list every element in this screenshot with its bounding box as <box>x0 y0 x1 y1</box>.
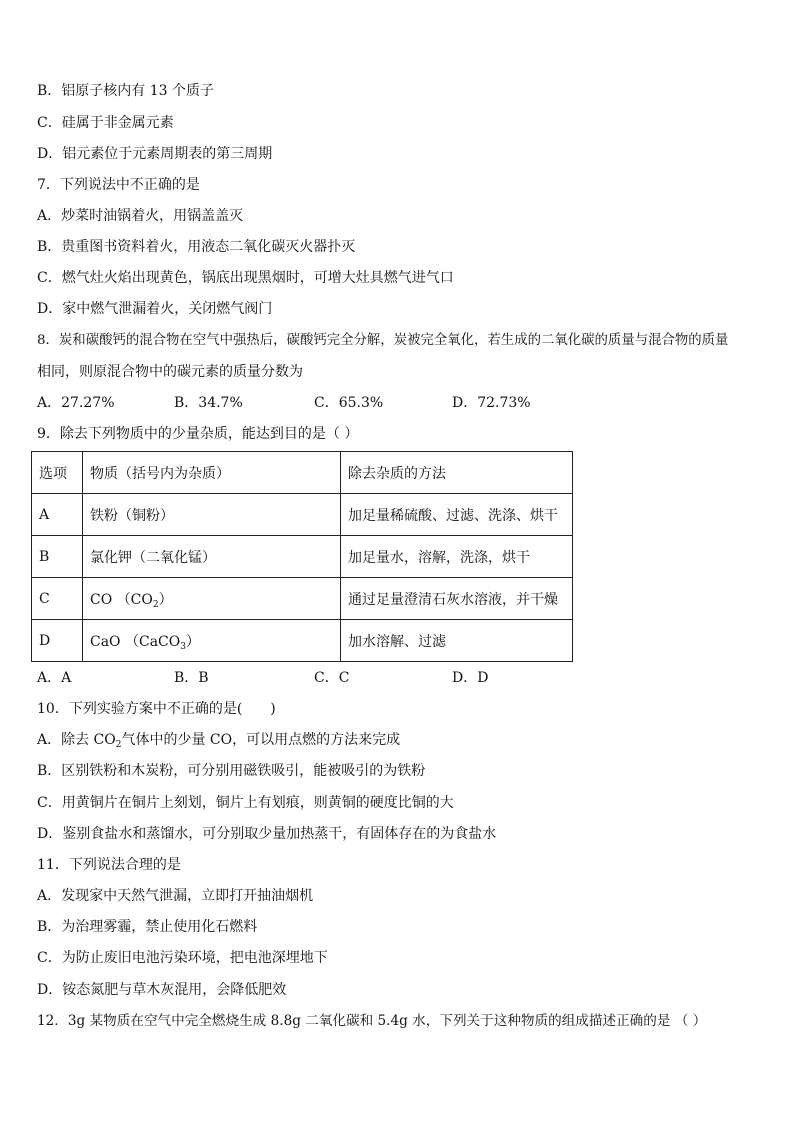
table-row <box>32 536 573 578</box>
row-substance: 铁粉（铜粉） <box>83 494 341 536</box>
q8-option-b: B．34.7% <box>174 395 243 411</box>
substance-text: CO （CO <box>90 591 153 608</box>
q7-option-c: C．燃气灶火焰出现黄色，锅底出现黑烟时，可增大灶具燃气进气口 <box>37 270 454 286</box>
row-substance <box>83 620 341 662</box>
q9-stem: 9．除去下列物质中的少量杂质，能达到目的是（ ） <box>37 426 359 442</box>
table-header-row <box>32 452 573 494</box>
q7-option-b: B．贵重图书资料着火，用液态二氧化碳灭火器扑灭 <box>37 239 356 255</box>
q10-stem: 10．下列实验方案中不正确的是( ) <box>37 701 276 717</box>
q6-option-b: B．铝原子核内有 13 个质子 <box>37 83 215 99</box>
subscript: 2 <box>115 740 122 750</box>
row-substance: 氯化钾（二氧化锰） <box>83 536 341 578</box>
q9-option-a: A．A <box>37 670 72 686</box>
q12-stem: 12．3g 某物质在空气中完全燃烧生成 8.8g 二氧化碳和 5.4g 水，下列关于这种物质的组成描述正确的是 （ ） <box>37 1013 707 1029</box>
substance-text: CaO （CaCO <box>90 633 181 650</box>
row-option: D <box>32 620 83 662</box>
q9-table <box>31 451 573 662</box>
q10-option-c: C．用黄铜片在铜片上刻划，铜片上有划痕，则黄铜的硬度比铜的大 <box>37 795 454 811</box>
q8-stem-line1: 8．炭和碳酸钙的混合物在空气中强热后，碳酸钙完全分解，炭被完全氧化，若生成的二氧化碳的质量与混合物的质量 <box>37 333 729 348</box>
q7-stem: 7．下列说法中不正确的是 <box>37 177 200 193</box>
header-substance: 物质（括号内为杂质） <box>83 452 341 494</box>
table-row <box>32 620 573 662</box>
q8-options <box>37 393 737 413</box>
q8-option-a: A．27.27% <box>37 395 115 411</box>
q11-option-d: D．铵态氮肥与草木灰混用，会降低肥效 <box>37 982 287 998</box>
q9-option-b: B．B <box>174 670 209 686</box>
table-row <box>32 494 573 536</box>
q8-stem-line2: 相同，则原混合物中的碳元素的质量分数为 <box>37 364 303 380</box>
subscript: 2 <box>152 599 159 610</box>
q11-stem: 11．下列说法合理的是 <box>37 857 181 873</box>
table-row <box>32 578 573 620</box>
q9-option-d: D．D <box>452 670 489 686</box>
row-method: 通过足量澄清石灰水溶液，并干燥 <box>341 578 573 620</box>
q10-option-d: D．鉴别食盐水和蒸馏水，可分别取少量加热蒸干，有固体存在的为食盐水 <box>37 826 497 842</box>
q8-option-c: C．65.3% <box>314 395 384 411</box>
row-option: A <box>32 494 83 536</box>
q6-option-d: D．铝元素位于元素周期表的第三周期 <box>37 146 273 162</box>
row-method: 加足量水，溶解，洗涤，烘干 <box>341 536 573 578</box>
q7-option-a: A．炒菜时油锅着火，用锅盖盖灭 <box>37 208 244 224</box>
q9-options <box>37 668 737 688</box>
q11-option-c: C．为防止废旧电池污染环境，把电池深埋地下 <box>37 950 328 966</box>
q6-option-c: C．硅属于非金属元素 <box>37 115 174 131</box>
subscript: 3 <box>180 641 186 652</box>
header-method: 除去杂质的方法 <box>341 452 573 494</box>
q7-option-d: D．家中燃气泄漏着火，关闭燃气阀门 <box>37 301 273 317</box>
row-option: B <box>32 536 83 578</box>
q11-option-b: B．为治理雾霾，禁止使用化石燃料 <box>37 919 258 935</box>
q10-option-b: B．区别铁粉和木炭粉，可分别用磁铁吸引，能被吸引的为铁粉 <box>37 763 426 779</box>
header-option: 选项 <box>32 452 83 494</box>
q10-option-a <box>37 730 400 750</box>
row-option: C <box>32 578 83 620</box>
q8-option-d: D．72.73% <box>452 395 531 411</box>
row-method: 加水溶解、过滤 <box>341 620 573 662</box>
q10a-text-end: 气体中的少量 CO，可以用点燃的方法来完成 <box>121 732 401 748</box>
q10a-text: A．除去 CO <box>37 732 116 748</box>
q11-option-a: A．发现家中天然气泄漏，立即打开抽油烟机 <box>37 888 314 904</box>
q9-option-c: C．C <box>314 670 350 686</box>
substance-text-end: ） <box>158 591 173 608</box>
row-method: 加足量稀硫酸、过滤、洗涤、烘干 <box>341 494 573 536</box>
substance-text-end: ） <box>185 633 200 650</box>
row-substance <box>83 578 341 620</box>
